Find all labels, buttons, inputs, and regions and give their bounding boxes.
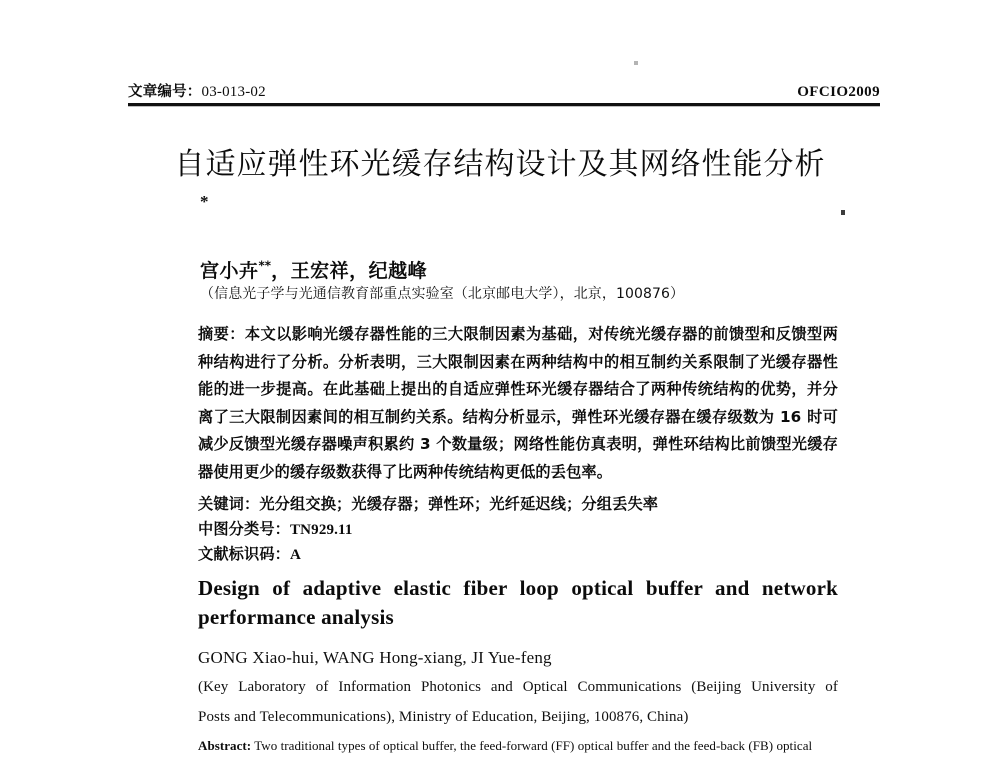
page-title-en-line2: performance analysis [198, 605, 394, 629]
affiliation-cn: （信息光子学与光通信教育部重点实验室（北京邮电大学），北京，100876） [200, 286, 685, 302]
authors-en: GONG Xiao-hui, WANG Hong-xiang, JI Yue-feng [198, 648, 552, 667]
affiliation-en-line2: Posts and Telecommunications), Ministry of Education, Beijing, 100876, China) [198, 709, 689, 725]
clc-row [198, 518, 838, 539]
title-footnote-marker: * [200, 192, 209, 211]
authors-cn-rest: ，王宏祥，纪越峰 [271, 260, 428, 282]
author-cn-first: 宫小卉 [200, 260, 259, 282]
affiliation-en [198, 672, 838, 732]
article-number-block [128, 80, 266, 101]
scan-speckle [841, 210, 845, 215]
article-number-label: 文章编号： [128, 84, 202, 100]
running-header [128, 80, 880, 101]
keywords-cn-value: 光分组交换；光缓存器；弹性环；光纤延迟线；分组丢失率 [259, 495, 659, 513]
keywords-cn-label: 关键词： [198, 495, 260, 513]
document-code-value: A [290, 547, 302, 563]
abstract-en [198, 736, 844, 756]
clc-label: 中图分类号： [198, 520, 291, 538]
author-cn-footnote-marker: ** [258, 258, 272, 273]
article-number-value: 03-013-02 [201, 84, 266, 100]
authors-cn [200, 256, 427, 283]
abstract-en-text: Two traditional types of optical buffer, the feed-forward (FF) optical buffer and the feed-back (FB) optical [251, 738, 813, 753]
page-title-cn: 自适应弹性环光缓存结构设计及其网络性能分析 [174, 147, 826, 182]
abstract-cn: 摘要：本文以影响光缓存器性能的三大限制因素为基础，对传统光缓存器的前馈型和反馈型两种结构进行了分析。分析表明，三大限制因素在两种结构中的相互制约关系限制了光缓存器性能的进一步提高。在此基础上提出的自适应弹性环光缓存器结合了两种传统结构的优势，并分离了三大限制因素间的相互制约关系。结构分析显示，弹性环光缓存器在缓存级数为 16 时可减少反馈型光缓存器噪声积累约 3 个数量级；网络性能仿真表明，弹性环结构比前馈型光缓存器使用更少的缓存级数获得了比两种传统结构更低的丢包率。 [198, 325, 838, 481]
page-title-en [198, 574, 838, 632]
scan-speckle [634, 61, 638, 65]
header-divider-rule [128, 103, 880, 106]
affiliation-en-line1: (Key Laboratory of Information Photonics and Optical Communications (Beijing University of [198, 679, 838, 695]
journal-code: OFCIO2009 [797, 84, 880, 100]
abstract-en-label: Abstract: [198, 738, 252, 753]
keywords-cn-row [198, 493, 838, 514]
clc-value: TN929.11 [290, 522, 353, 538]
page-title-en-line1: Design of adaptive elastic fiber loop optical buffer and network [198, 576, 838, 600]
document-code-label: 文献标识码： [198, 545, 291, 563]
document-code-row [198, 543, 838, 564]
